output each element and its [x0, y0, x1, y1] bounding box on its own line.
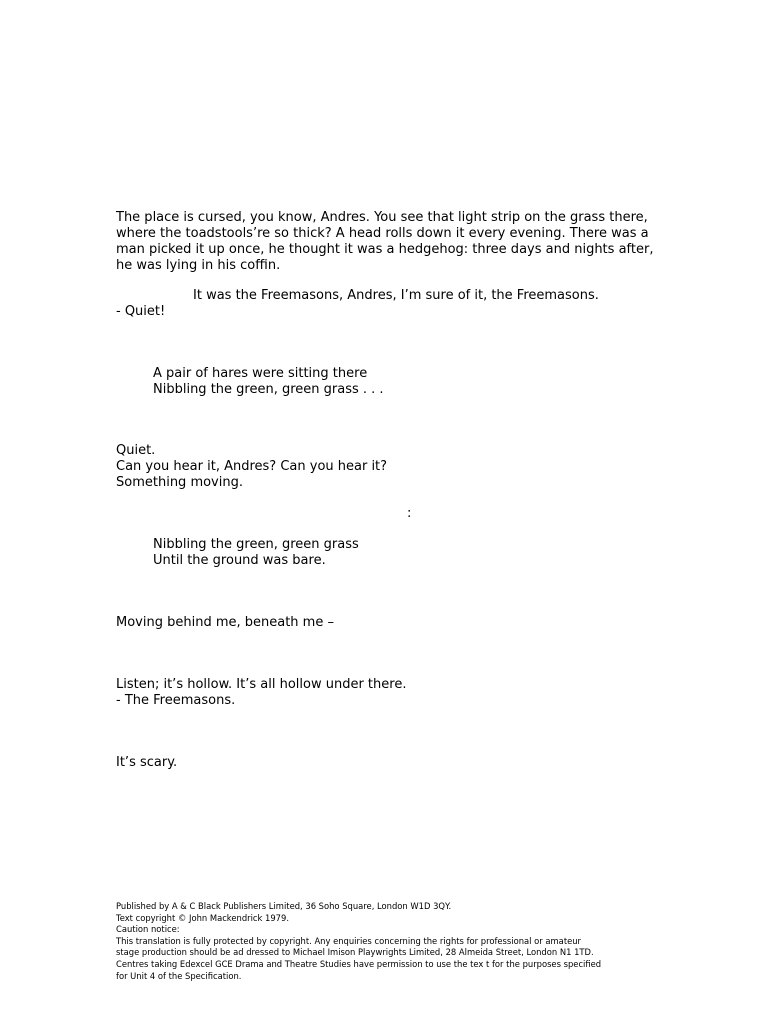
speech-quiet	[116, 443, 387, 491]
text-line: where the toadstools’re so thick? A head rolls down it every evening. There was a	[116, 226, 649, 241]
text-line: Quiet.	[116, 443, 156, 458]
speech-hollow	[116, 677, 406, 709]
footer-line: stage production should be ad dressed to Michael Imison Playwrights Limited, 28 Almeida Street, London N1 1TD.	[116, 947, 594, 958]
text-line: Listen; it’s hollow. It’s all hollow under there.	[116, 677, 407, 692]
text-line: Can you hear it, Andres? Can you hear it?	[116, 459, 388, 474]
song-verse-grass	[153, 537, 359, 569]
song-line: Until the ground was bare.	[153, 553, 326, 568]
text-line: man picked it up once, he thought it was a hedgehog: three days and nights after,	[116, 242, 654, 257]
footer-line: for Unit 4 of the Specification.	[116, 970, 242, 981]
text-line: - The Freemasons.	[116, 693, 236, 708]
text-line: The place is cursed, you know, Andres. You see that light strip on the grass there,	[116, 210, 648, 225]
speech-freemasons	[116, 288, 599, 320]
footer-line: Text copyright © John Mackendrick 1979.	[116, 912, 290, 923]
song-line: Nibbling the green, green grass	[153, 537, 359, 552]
speech-scary: It’s scary.	[116, 755, 178, 770]
text-line: he was lying in his coffin.	[116, 258, 281, 273]
stage-line-quiet: - Quiet!	[116, 304, 166, 319]
song-line: Nibbling the green, green grass . . .	[153, 382, 384, 397]
copyright-footer	[116, 901, 601, 982]
speech-moving: Moving behind me, beneath me –	[116, 615, 334, 630]
footer-line: Published by A & C Black Publishers Limited, 36 Soho Square, London W1D 3QY.	[116, 901, 452, 911]
song-verse-hares	[153, 366, 384, 398]
text-line: It was the Freemasons, Andres, I’m sure of it, the Freemasons.	[193, 288, 599, 303]
footer-line: Centres taking Edexcel GCE Drama and Theatre Studies have permission to use the tex t for the purposes specified	[116, 958, 602, 969]
colon-mark: :	[407, 506, 412, 521]
footer-line: Caution notice:	[116, 924, 180, 935]
text-line: Something moving.	[116, 475, 243, 490]
speech-cursed-place	[116, 210, 654, 274]
song-line: A pair of hares were sitting there	[153, 366, 368, 381]
footer-line: This translation is fully protected by copyright. Any enquiries concerning the rights for professional or amateur	[116, 935, 582, 946]
